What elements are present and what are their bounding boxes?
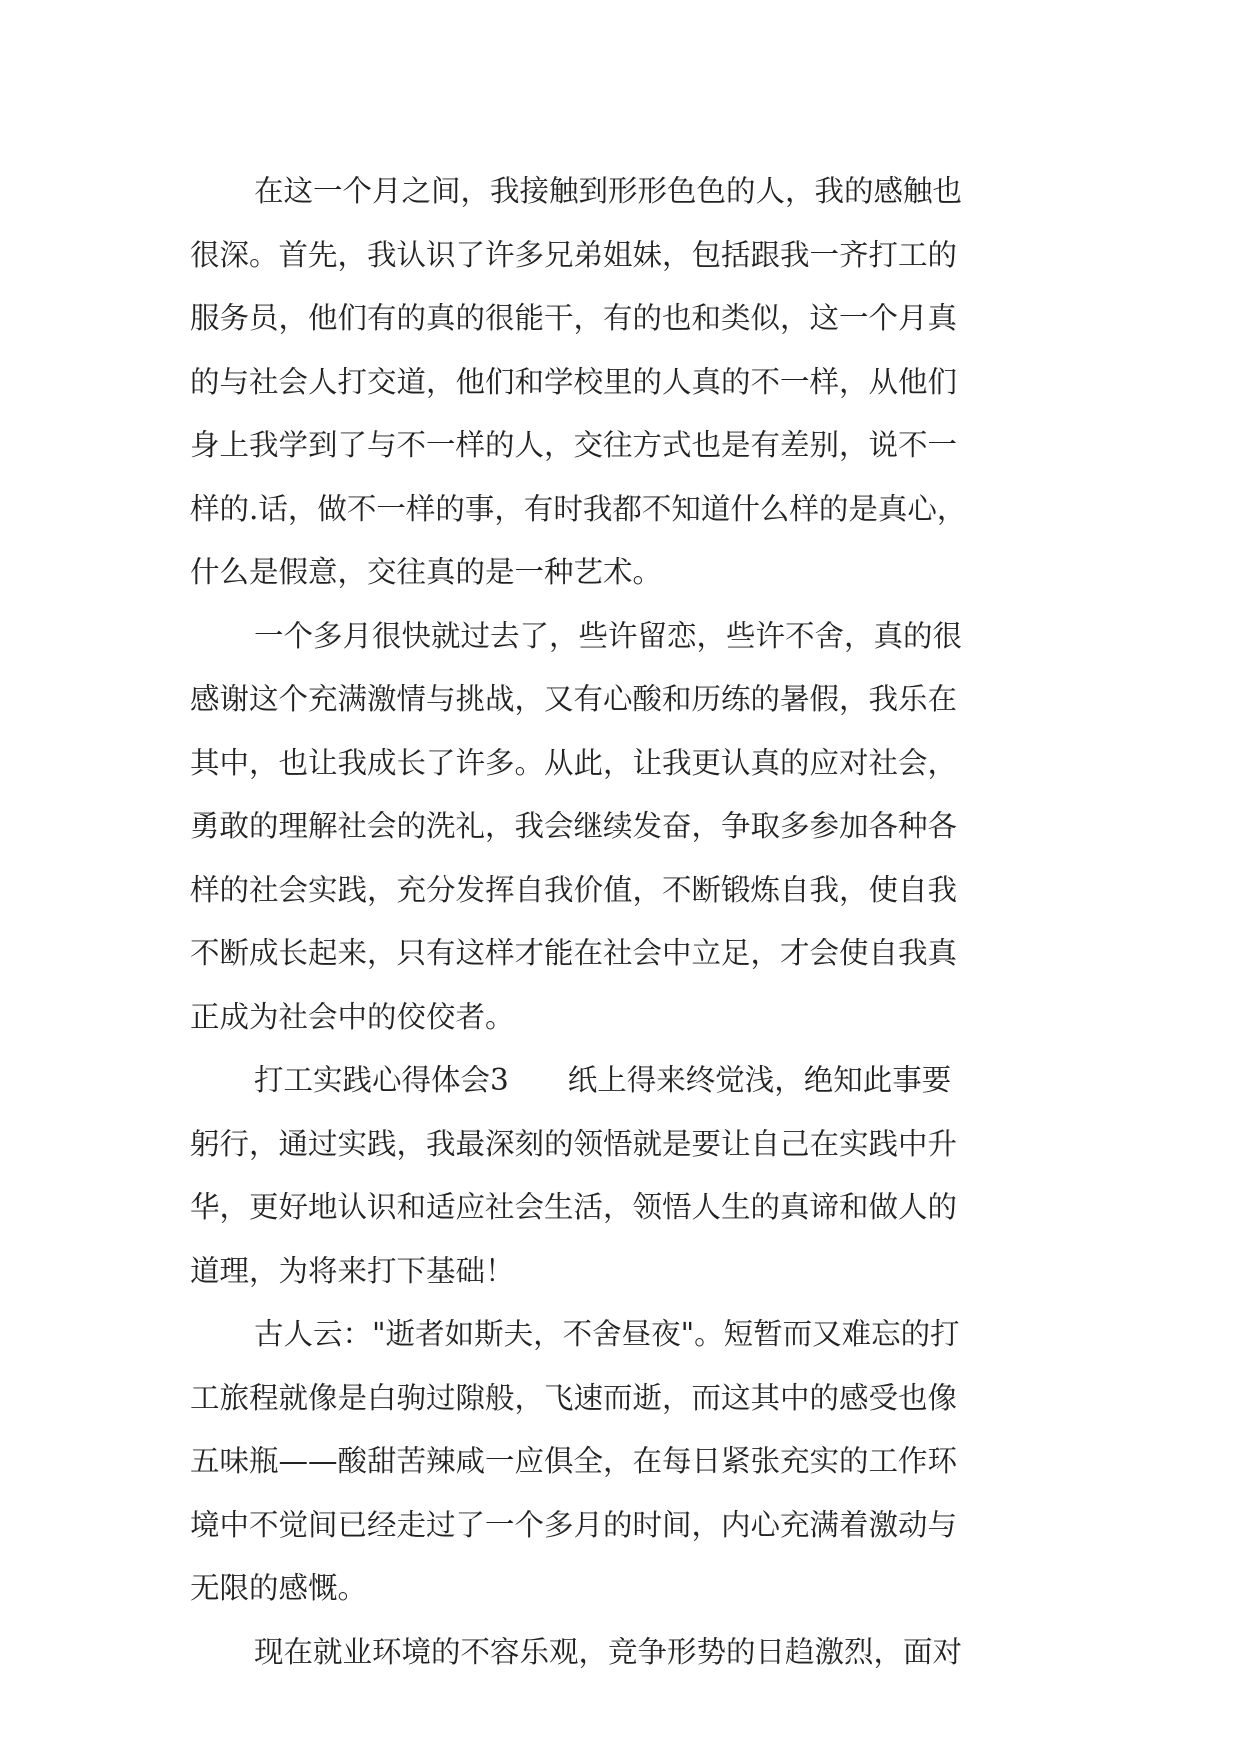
text-line: 很深。首先，我认识了许多兄弟姐妹，包括跟我一齐打工的 — [190, 237, 958, 272]
text-line: 不断成长起来，只有这样才能在社会中立足，才会使自我真 — [190, 936, 958, 970]
text-line: 其中，也让我成长了许多。从此，让我更认真的应对社会， — [190, 745, 958, 780]
text-line: 一个多月很快就过去了，些许留恋，些许不舍，真的很 — [254, 618, 963, 653]
text-line: 道理，为将来打下基础！ — [190, 1253, 515, 1288]
text-line: 感谢这个充满激情与挑战，又有心酸和历练的暑假，我乐在 — [190, 682, 958, 716]
text-line: 什么是假意，交往真的是一种艺术。 — [190, 555, 663, 589]
document-body — [190, 160, 1070, 1684]
text-line: 身上我学到了与不一样的人，交往方式也是有差别，说不一 — [190, 428, 958, 462]
text-line: 五味瓶——酸甜苦辣咸一应俱全，在每日紧张充实的工作环 — [190, 1444, 958, 1478]
text-line: 工旅程就像是白驹过隙般，飞速而逝，而这其中的感受也像 — [190, 1380, 958, 1415]
text-line: 正成为社会中的佼佼者。 — [190, 999, 515, 1034]
text-line: 无限的感慨。 — [190, 1571, 368, 1605]
text-line: 华，更好地认识和适应社会生活，领悟人生的真谛和做人的 — [190, 1190, 958, 1224]
text-line: 勇敢的理解社会的洗礼，我会继续发奋，争取多参加各种各 — [190, 809, 958, 843]
text-line: 的与社会人打交道，他们和学校里的人真的不一样，从他们 — [190, 364, 958, 399]
text-line: 古人云："逝者如斯夫，不舍昼夜"。短暂而又难忘的打 — [254, 1317, 960, 1351]
text-line: 现在就业环境的不容乐观，竞争形势的日趋激烈，面对 — [254, 1634, 963, 1669]
text-line: 境中不觉间已经走过了一个多月的时间，内心充满着激动与 — [190, 1507, 958, 1542]
text-line: 服务员，他们有的真的很能干，有的也和类似，这一个月真 — [190, 301, 958, 335]
text-line: 打工实践心得体会3 纸上得来终觉浅，绝知此事要 — [254, 1063, 952, 1097]
text-line: 样的.话，做不一样的事，有时我都不知道什么样的是真心， — [190, 491, 967, 526]
text-line: 躬行，通过实践，我最深刻的领悟就是要让自己在实践中升 — [190, 1126, 958, 1161]
text-line: 在这一个月之间，我接触到形形色色的人，我的感触也 — [254, 174, 963, 208]
text-line: 样的社会实践，充分发挥自我价值，不断锻炼自我，使自我 — [190, 872, 958, 907]
